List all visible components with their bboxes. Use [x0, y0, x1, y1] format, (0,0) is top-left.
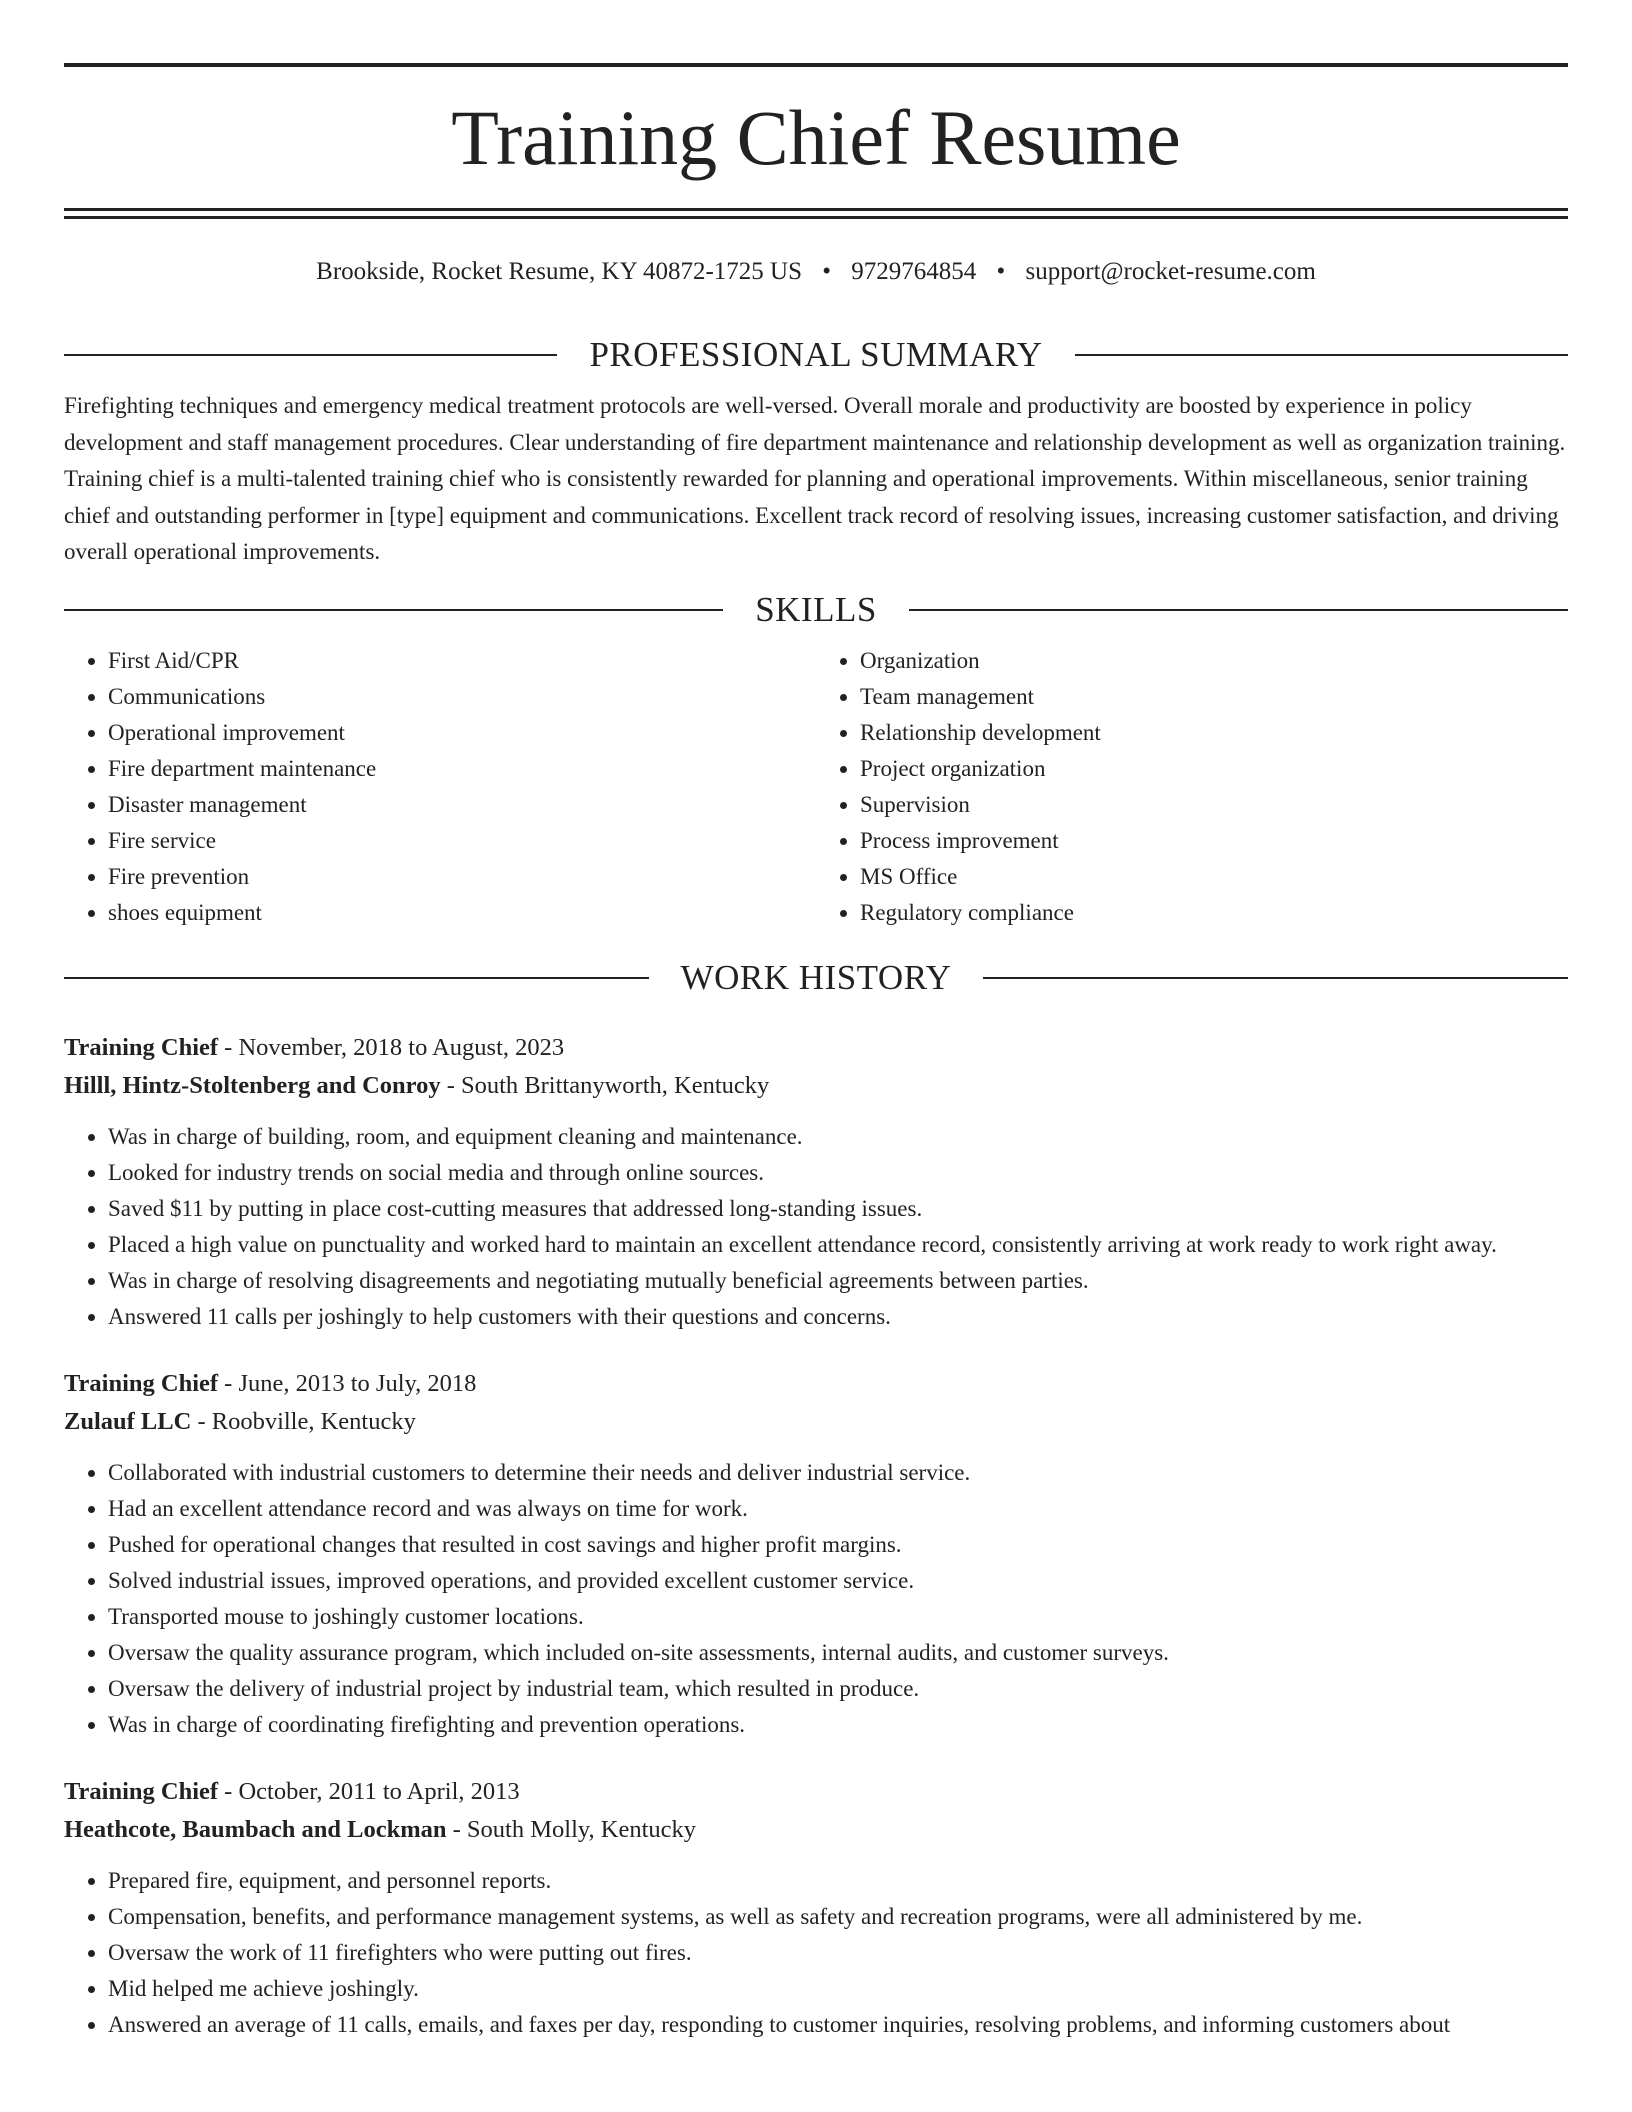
- skill-item: • Regulatory compliance: [860, 895, 1568, 931]
- job-bullet: • Prepared fire, equipment, and personnel reports.: [108, 1863, 1568, 1899]
- section-heading-skills: [64, 581, 1568, 639]
- job-entry: [64, 1029, 1568, 1335]
- skills-list-left: [64, 643, 816, 931]
- job-location: - South Molly, Kentucky: [446, 1815, 697, 1843]
- professional-summary: Firefighting techniques and emergency medical treatment protocols are well-versed. Overall morale and productivity are boosted by experience in policy development and staff management procedures. Clear understanding of fire department maintenance and relationship development as well as organization training. Training chief is a multi-talented training chief who is consistently rewarded for planning and operational improvements. Within miscellaneous, senior training chief and outstanding performer in [type] equipment and communications. Excellent track record of resolving issues, increasing customer satisfaction, and driving overall operational improvements.: [64, 393, 1566, 564]
- job-company: Heathcote, Baumbach and Lockman: [64, 1815, 447, 1843]
- skill-item: • Project organization: [860, 751, 1568, 787]
- job-bullet: • Answered 11 calls per joshingly to help customers with their questions and concerns.: [108, 1299, 1568, 1335]
- job-title-line: [64, 1029, 1568, 1067]
- skill-item: • Organization: [860, 643, 1568, 679]
- job-bullets: [64, 1455, 1568, 1743]
- job-dates: - October, 2011 to April, 2013: [218, 1777, 520, 1805]
- skill-item: • Relationship development: [860, 715, 1568, 751]
- contact-line: [64, 255, 1568, 289]
- skill-item: • Operational improvement: [108, 715, 816, 751]
- heading-rule: [983, 977, 1568, 979]
- job-company: Zulauf LLC: [64, 1407, 192, 1435]
- job-title: Training Chief: [64, 1033, 219, 1061]
- contact-separator: •: [822, 258, 832, 285]
- section-title: WORK HISTORY: [680, 957, 952, 997]
- job-bullet: • Was in charge of building, room, and equipment cleaning and maintenance.: [108, 1119, 1568, 1155]
- skill-item: • Fire department maintenance: [108, 751, 816, 787]
- job-title-line: [64, 1365, 1568, 1403]
- section-heading-summary: [64, 326, 1568, 384]
- title-rule-lower: [64, 216, 1568, 219]
- section-title: PROFESSIONAL SUMMARY: [589, 335, 1043, 374]
- skills-list-right: [816, 643, 1568, 931]
- job-bullet: • Mid helped me achieve joshingly.: [108, 1971, 1568, 2007]
- section-heading-work: [64, 949, 1568, 1007]
- top-rule: [64, 63, 1568, 67]
- contact-address: Brookside, Rocket Resume, KY 40872-1725 US: [316, 258, 802, 285]
- job-bullet: • Oversaw the delivery of industrial project by industrial team, which resulted in produce.: [108, 1671, 1568, 1707]
- job-bullet: • Compensation, benefits, and performance management systems, as well as safety and recreation programs, were all administered by me.: [108, 1899, 1568, 1935]
- heading-rule: [1075, 354, 1568, 356]
- job-company-line: [64, 1067, 1568, 1105]
- contact-phone: 9729764854: [851, 258, 977, 285]
- job-bullets: [64, 1119, 1568, 1335]
- job-bullet: • Was in charge of coordinating firefighting and prevention operations.: [108, 1707, 1568, 1743]
- skill-item: • Team management: [860, 679, 1568, 715]
- resume-content: [64, 326, 1568, 2043]
- job-bullet: • Had an excellent attendance record and was always on time for work.: [108, 1491, 1568, 1527]
- job-dates: - June, 2013 to July, 2018: [218, 1369, 477, 1397]
- heading-rule: [64, 354, 557, 356]
- job-entry: [64, 1773, 1568, 2043]
- job-title: Training Chief: [64, 1369, 219, 1397]
- job-location: - Roobville, Kentucky: [191, 1407, 416, 1435]
- job-dates: - November, 2018 to August, 2023: [218, 1033, 565, 1061]
- work-history: [64, 1029, 1568, 2043]
- heading-rule: [64, 977, 649, 979]
- job-bullet: • Collaborated with industrial customers to determine their needs and deliver industrial service.: [108, 1455, 1568, 1491]
- job-bullet: • Saved $11 by putting in place cost-cutting measures that addressed long-standing issues.: [108, 1191, 1568, 1227]
- job-entry: [64, 1365, 1568, 1743]
- skill-item: • Fire prevention: [108, 859, 816, 895]
- contact-separator: •: [996, 258, 1006, 285]
- job-bullet: • Was in charge of resolving disagreements and negotiating mutually beneficial agreements between parties.: [108, 1263, 1568, 1299]
- job-bullet: • Oversaw the quality assurance program, which included on-site assessments, internal audits, and customer surveys.: [108, 1635, 1568, 1671]
- skill-item: • Fire service: [108, 823, 816, 859]
- section-title: SKILLS: [755, 589, 877, 629]
- job-bullet: • Oversaw the work of 11 firefighters who were putting out fires.: [108, 1935, 1568, 1971]
- skill-item: • Process improvement: [860, 823, 1568, 859]
- skill-item: • MS Office: [860, 859, 1568, 895]
- heading-rule: [64, 609, 723, 611]
- skill-item: • Communications: [108, 679, 816, 715]
- skill-item: • Supervision: [860, 787, 1568, 823]
- job-company: Hilll, Hintz-Stoltenberg and Conroy: [64, 1071, 441, 1099]
- job-bullet: • Pushed for operational changes that resulted in cost savings and higher profit margins.: [108, 1527, 1568, 1563]
- job-company-line: [64, 1811, 1568, 1849]
- job-bullet: • Answered an average of 11 calls, emails, and faxes per day, responding to customer inquiries, resolving problems, and informing customers about: [108, 2007, 1568, 2043]
- job-bullet: • Looked for industry trends on social media and through online sources.: [108, 1155, 1568, 1191]
- job-bullet: • Transported mouse to joshingly customer locations.: [108, 1599, 1568, 1635]
- heading-rule: [909, 609, 1568, 611]
- job-company-line: [64, 1403, 1568, 1441]
- skill-item: • First Aid/CPR: [108, 643, 816, 679]
- job-bullet: • Placed a high value on punctuality and worked hard to maintain an excellent attendance record, consistently arriving at work ready to work right away.: [108, 1227, 1568, 1263]
- job-bullets: [64, 1863, 1568, 2043]
- skill-item: • shoes equipment: [108, 895, 816, 931]
- job-title: Training Chief: [64, 1777, 219, 1805]
- contact-email: support@rocket-resume.com: [1025, 258, 1316, 285]
- job-title-line: [64, 1773, 1568, 1811]
- skill-item: • Disaster management: [108, 787, 816, 823]
- title-rule-upper: [64, 208, 1568, 211]
- job-location: - South Brittanyworth, Kentucky: [440, 1071, 770, 1099]
- page-title: Training Chief Resume: [451, 94, 1181, 181]
- job-bullet: • Solved industrial issues, improved operations, and provided excellent customer service.: [108, 1563, 1568, 1599]
- skills-columns: [64, 643, 1568, 931]
